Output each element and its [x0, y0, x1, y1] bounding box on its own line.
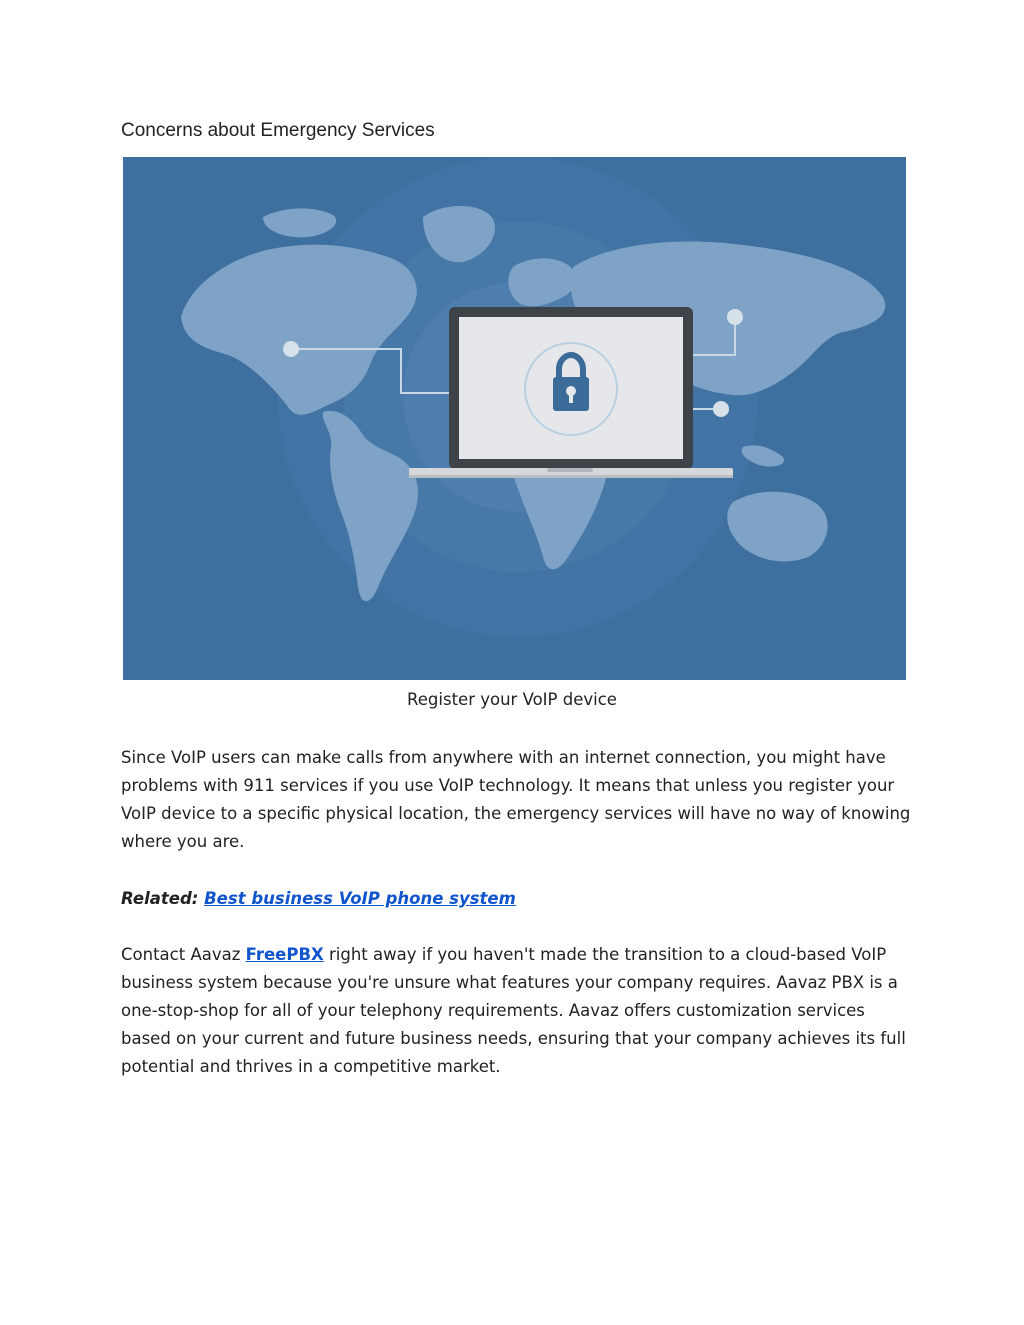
voip-security-illustration: [123, 157, 906, 680]
contact-text-after: right away if you haven't made the transition to a cloud-based VoIP business system because you're unsure what features your company requires. Aavaz PBX is a one-stop-shop for all of your telephony requirements. Aavaz offers customization services based on your current and future business needs, ensuring that your company achieves its full potential and thrives in a competitive market.: [121, 945, 906, 1076]
laptop-lock-map-icon: [123, 157, 906, 680]
section-heading: Concerns about Emergency Services: [121, 120, 435, 141]
contact-text-before: Contact Aavaz: [121, 945, 246, 964]
related-label: Related:: [121, 889, 199, 908]
body-paragraph-emergency: Since VoIP users can make calls from anywhere with an internet connection, you might have problems with 911 services if you use VoIP technology. It means that unless you register your VoIP device to a specific physical location, the emergency services will have no way of knowing where you are.: [121, 748, 911, 851]
image-caption: Register your VoIP device: [407, 690, 617, 709]
body-paragraph-contact: [121, 941, 911, 1081]
related-link[interactable]: Best business VoIP phone system: [204, 889, 516, 908]
freepbx-link[interactable]: FreePBX: [245, 945, 324, 964]
related-line: [121, 885, 911, 913]
